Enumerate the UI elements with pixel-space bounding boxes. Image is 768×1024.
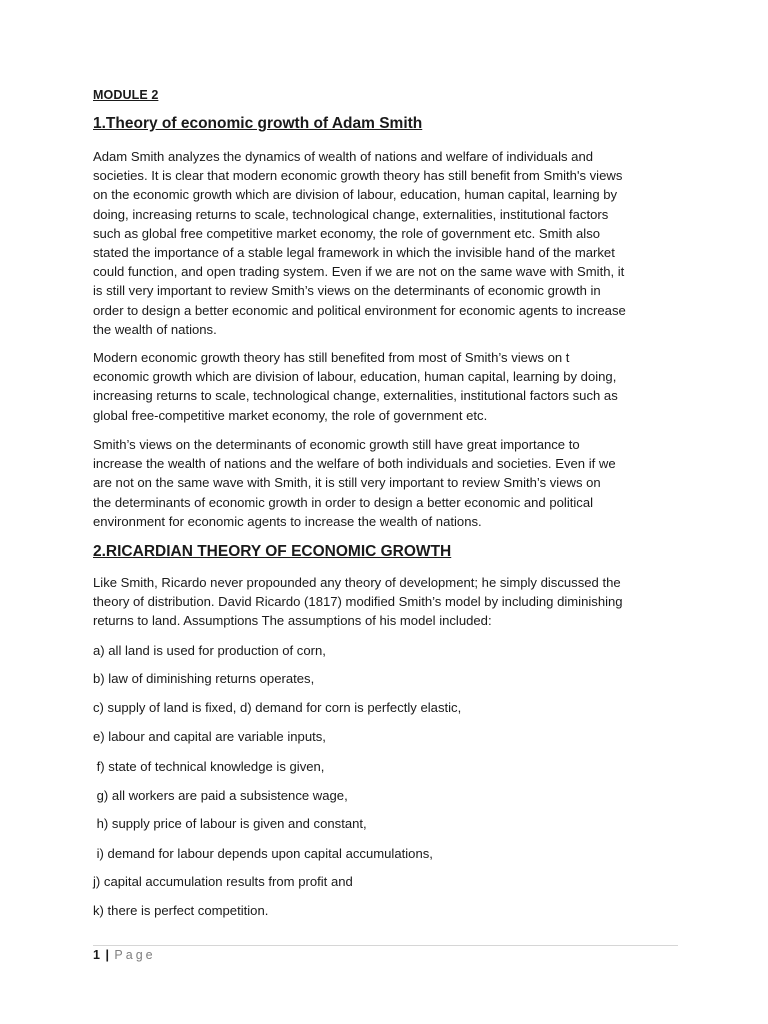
section-2-heading: 2.RICARDIAN THEORY OF ECONOMIC GROWTH — [93, 543, 452, 560]
assumption-item: g) all workers are paid a subsistence wage, — [93, 788, 348, 803]
footer-divider — [93, 945, 678, 946]
module-label: MODULE 2 — [93, 88, 159, 102]
section-1-paragraph-1: Adam Smith analyzes the dynamics of wealth of nations and welfare of individuals and societies. It is clear that modern economic growth theory has still benefit from Smith's views on the economic growth which are division of labour, education, human capital, learning by doing, increasing returns to scale, technological change, externalities, institutional factors such as global free competitive market economy, the role of government etc. Smith also stated the importance of a stable legal framework in which the invisible hand of the market could function, and open trading system. Even if we are not on the same wave with Smith, it is still very important to review Smith’s views on the determinants of economic growth in order to design a better economic and political environment for economic agents to increase the wealth of nations. — [93, 149, 626, 337]
assumption-item: j) capital accumulation results from profit and — [93, 874, 353, 889]
page-footer — [93, 948, 156, 962]
assumption-item: c) supply of land is fixed, d) demand for corn is perfectly elastic, — [93, 700, 462, 715]
page-number: 1 — [93, 948, 100, 962]
assumption-item: b) law of diminishing returns operates, — [93, 671, 315, 686]
footer-separator: | — [105, 948, 109, 962]
assumption-item: k) there is perfect competition. — [93, 903, 269, 918]
section-1-paragraph-2: Modern economic growth theory has still benefited from most of Smith’s views on t economic growth which are division of labour, education, human capital, learning by doing, increasing returns to scale, technological change, externalities, institutional factors such as global free-competitive market economy, the role of government etc. — [93, 350, 618, 423]
page-word: Page — [114, 948, 156, 962]
assumption-item: a) all land is used for production of corn, — [93, 643, 326, 658]
section-2-intro: Like Smith, Ricardo never propounded any theory of development; he simply discussed the theory of distribution. David Ricardo (1817) modified Smith’s model by including diminishing returns to land. Assumptions The assumptions of his model included: — [93, 575, 623, 629]
assumption-item: i) demand for labour depends upon capital accumulations, — [93, 846, 433, 861]
section-1-paragraph-3: Smith’s views on the determinants of economic growth still have great importance to increase the wealth of nations and the welfare of both individuals and societies. Even if we are not on the same wave with Smith, it is still very important to review Smith’s views on the determinants of economic growth in order to design a better economic and political environment for economic agents to increase the wealth of nations. — [93, 437, 616, 529]
assumption-item: e) labour and capital are variable inputs, — [93, 729, 326, 744]
section-1-heading: 1.Theory of economic growth of Adam Smith — [93, 115, 423, 132]
assumption-item: h) supply price of labour is given and constant, — [93, 816, 367, 831]
assumption-item: f) state of technical knowledge is given, — [93, 759, 325, 774]
